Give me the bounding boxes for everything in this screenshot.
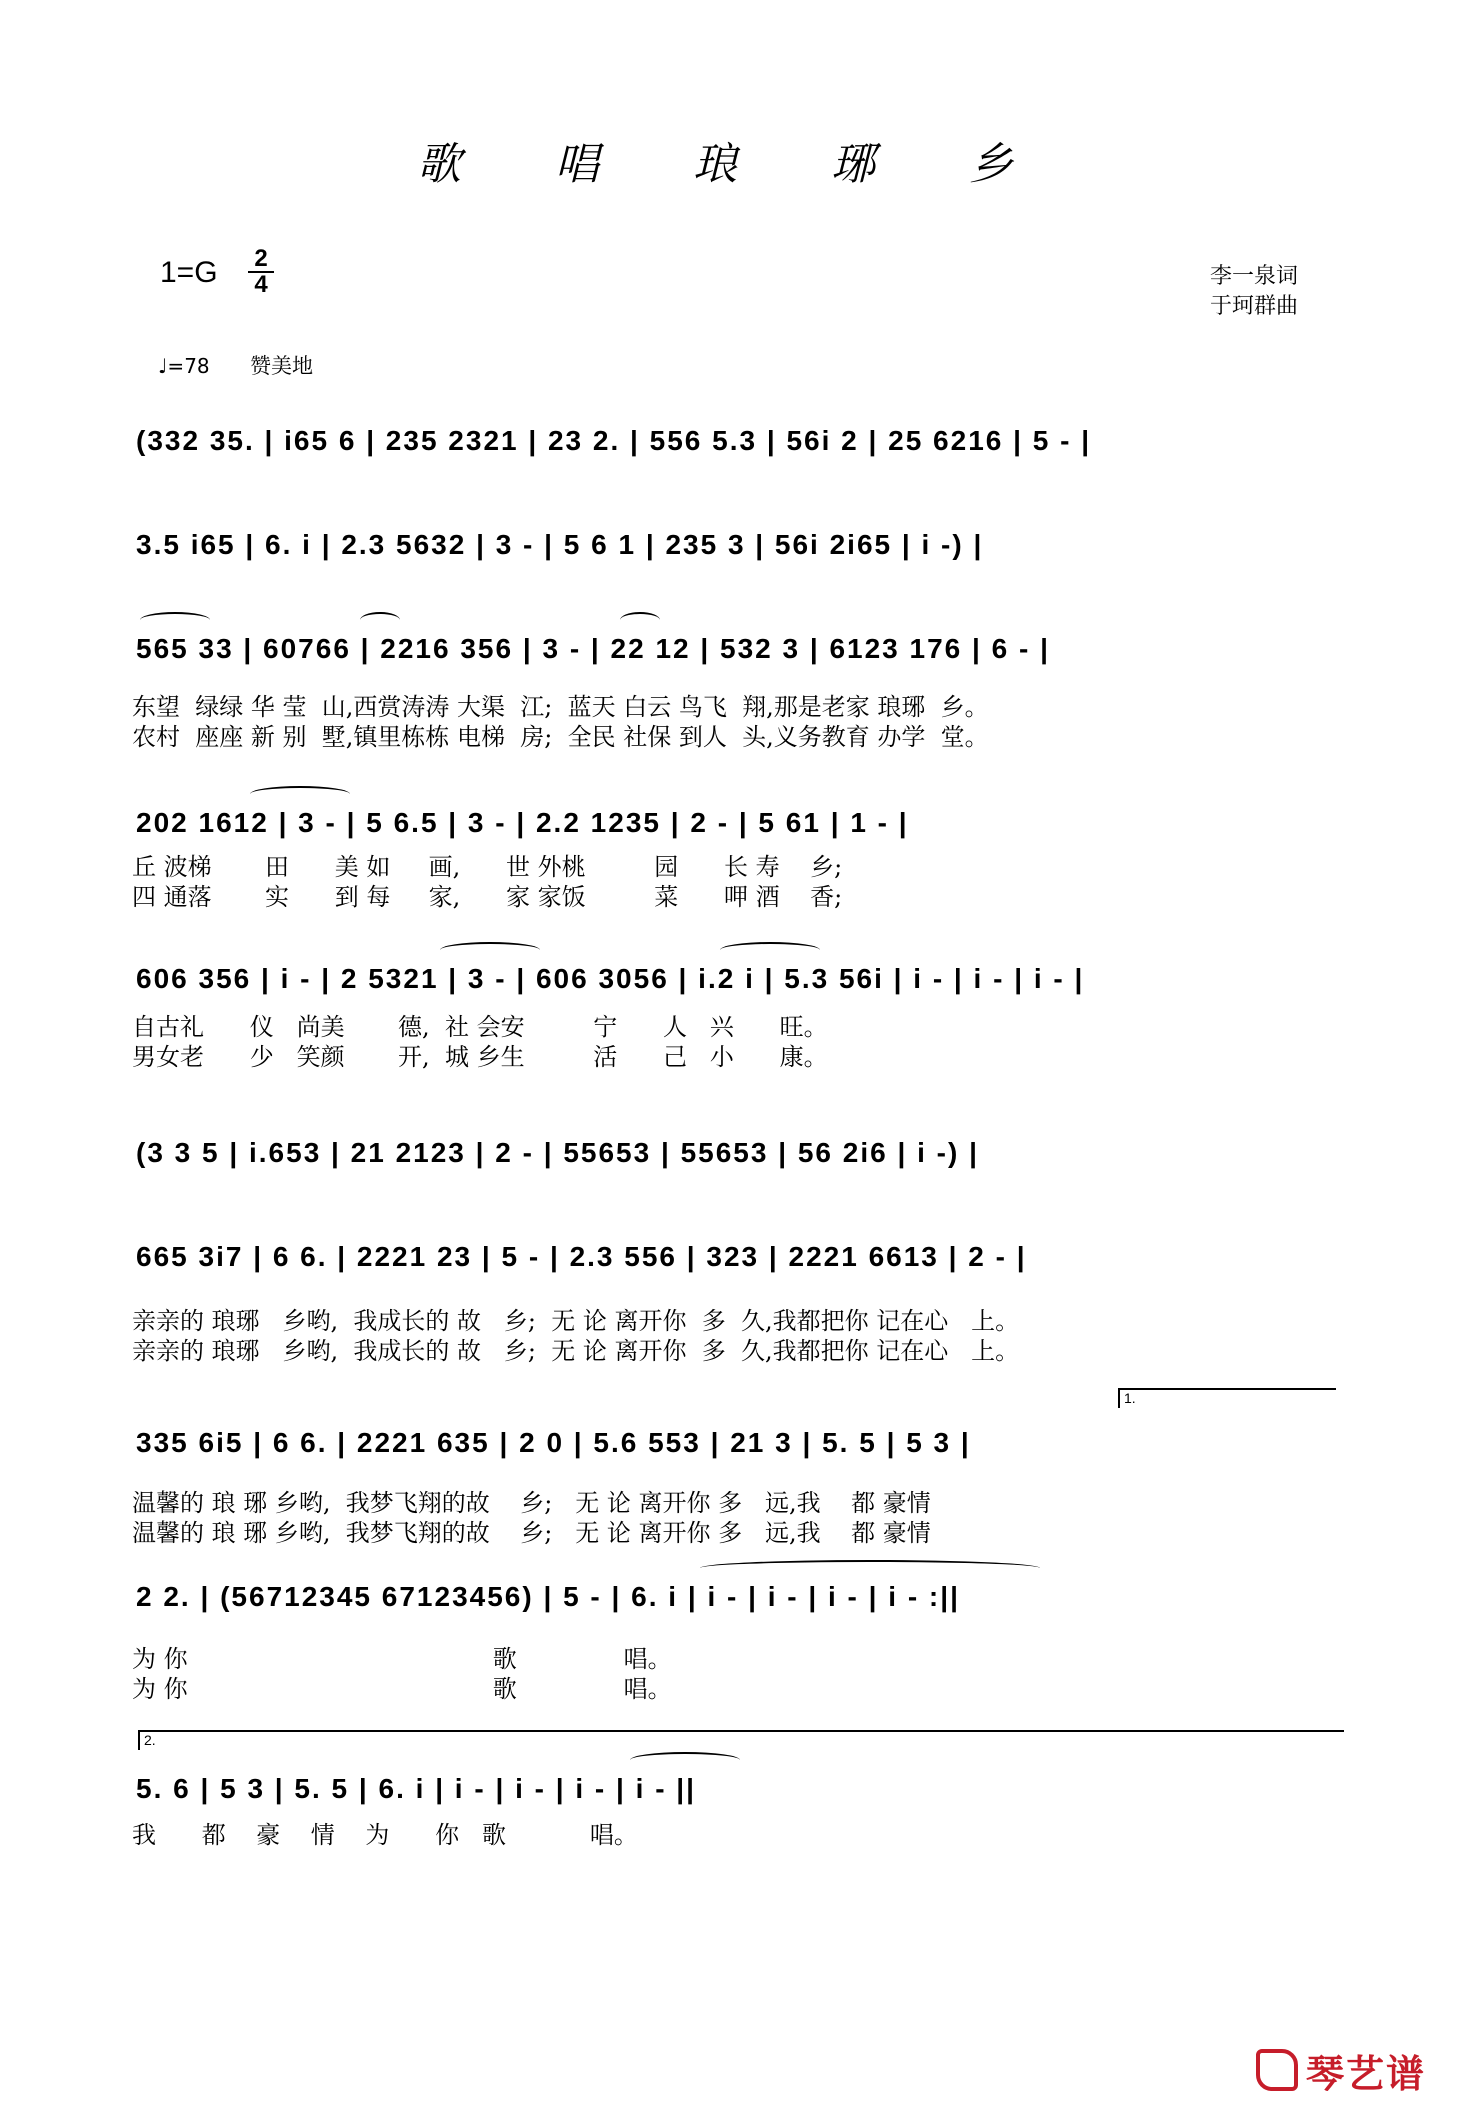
slur bbox=[360, 612, 400, 628]
watermark-logo bbox=[1256, 2043, 1426, 2098]
slur bbox=[700, 1560, 1040, 1576]
volta-first-ending: 1. bbox=[1118, 1388, 1336, 1408]
lyric-line: 亲亲的 琅琊 乡哟, 我成长的 故 乡; 无 论 离开你 多 久,我都把你 记在心 上。 bbox=[132, 1337, 1020, 1365]
lyricist: 李一泉词 bbox=[1209, 264, 1298, 289]
page-title: 歌 唱 琅 琊 乡 bbox=[417, 139, 1053, 190]
notation-row: 3.5 i65 | 6. i | 2.3 5632 | 3 - | 5 6 1 | 235 3 | 56i 2i65 | i -) | bbox=[136, 529, 984, 560]
lyric-line: 自古礼 仪 尚美 德, 社 会安 宁 人 兴 旺。 bbox=[132, 1013, 828, 1041]
time-signature-top: 2 bbox=[254, 245, 268, 272]
lyric-line: 温馨的 琅 琊 乡哟, 我梦飞翔的故 乡; 无 论 离开你 多 远,我 都 豪情 bbox=[132, 1489, 931, 1517]
credits bbox=[1210, 262, 1298, 322]
slur bbox=[140, 612, 210, 628]
notation-row: 5. 6 | 5 3 | 5. 5 | 6. i | i - | i - | i - | i - || bbox=[136, 1773, 696, 1804]
volta-second-ending: 2. bbox=[138, 1730, 1344, 1750]
lyric-line: 我 都 豪 情 为 你 歌 唱。 bbox=[132, 1821, 638, 1849]
logo-icon bbox=[1256, 2049, 1298, 2091]
lyric-line: 丘 波梯 田 美 如 画, 世 外桃 园 长 寿 乡; bbox=[132, 853, 843, 881]
slur bbox=[720, 942, 820, 958]
time-signature-bottom: 4 bbox=[254, 271, 268, 298]
tempo-marking bbox=[158, 350, 313, 380]
time-signature bbox=[248, 245, 274, 298]
notation-row: 335 6i5 | 6 6. | 2221 635 | 2 0 | 5.6 553 | 21 3 | 5. 5 | 5 3 | bbox=[136, 1427, 971, 1458]
lyric-line: 四 通落 实 到 每 家, 家 家饭 菜 呷 酒 香; bbox=[132, 883, 843, 911]
lyric-line: 东望 绿绿 华 莹 山,西赏涛涛 大渠 江; 蓝天 白云 鸟飞 翔,那是老家 琅琊 乡。 bbox=[132, 693, 989, 721]
expression-marking: 赞美地 bbox=[250, 354, 313, 378]
slur bbox=[620, 612, 660, 628]
key-signature: 1=G bbox=[160, 256, 218, 289]
notation-row: 565 33 | 60766 | 2216 356 | 3 - | 22 12 | 532 3 | 6123 176 | 6 - | bbox=[136, 633, 1050, 664]
slur bbox=[250, 786, 350, 802]
notation-row: 606 356 | i - | 2 5321 | 3 - | 606 3056 | i.2 i | 5.3 56i | i - | i - | i - | bbox=[136, 963, 1085, 994]
tempo-value: ♩=78 bbox=[158, 354, 210, 378]
lyric-line: 亲亲的 琅琊 乡哟, 我成长的 故 乡; 无 论 离开你 多 久,我都把你 记在心 上。 bbox=[132, 1307, 1020, 1335]
notation-row: (3 3 5 | i.653 | 21 2123 | 2 - | 55653 | 55653 | 56 2i6 | i -) | bbox=[136, 1137, 979, 1168]
slur bbox=[630, 1752, 740, 1768]
lyric-line: 为 你 歌 唱。 bbox=[132, 1645, 672, 1673]
notation-row: 665 3i7 | 6 6. | 2221 23 | 5 - | 2.3 556 | 323 | 2221 6613 | 2 - | bbox=[136, 1241, 1027, 1272]
lyric-line: 温馨的 琅 琊 乡哟, 我梦飞翔的故 乡; 无 论 离开你 多 远,我 都 豪情 bbox=[132, 1519, 931, 1547]
slur bbox=[440, 942, 540, 958]
notation-row: 202 1612 | 3 - | 5 6.5 | 3 - | 2.2 1235 | 2 - | 5 61 | 1 - | bbox=[136, 807, 909, 838]
notation-row: (332 35. | i65 6 | 235 2321 | 23 2. | 556 5.3 | 56i 2 | 25 6216 | 5 - | bbox=[136, 425, 1092, 456]
lyric-line: 男女老 少 笑颜 开, 城 乡生 活 己 小 康。 bbox=[132, 1043, 828, 1071]
watermark-text: 琴艺谱 bbox=[1305, 2052, 1426, 2096]
lyric-line: 为 你 歌 唱。 bbox=[132, 1675, 672, 1703]
composer: 于珂群曲 bbox=[1209, 294, 1298, 319]
lyric-line: 农村 座座 新 别 墅,镇里栋栋 电梯 房; 全民 社保 到人 头,义务教育 办学 堂。 bbox=[132, 723, 989, 751]
notation-row: 2 2. | (56712345 67123456) | 5 - | 6. i | i - | i - | i - | i - :|| bbox=[136, 1581, 960, 1612]
